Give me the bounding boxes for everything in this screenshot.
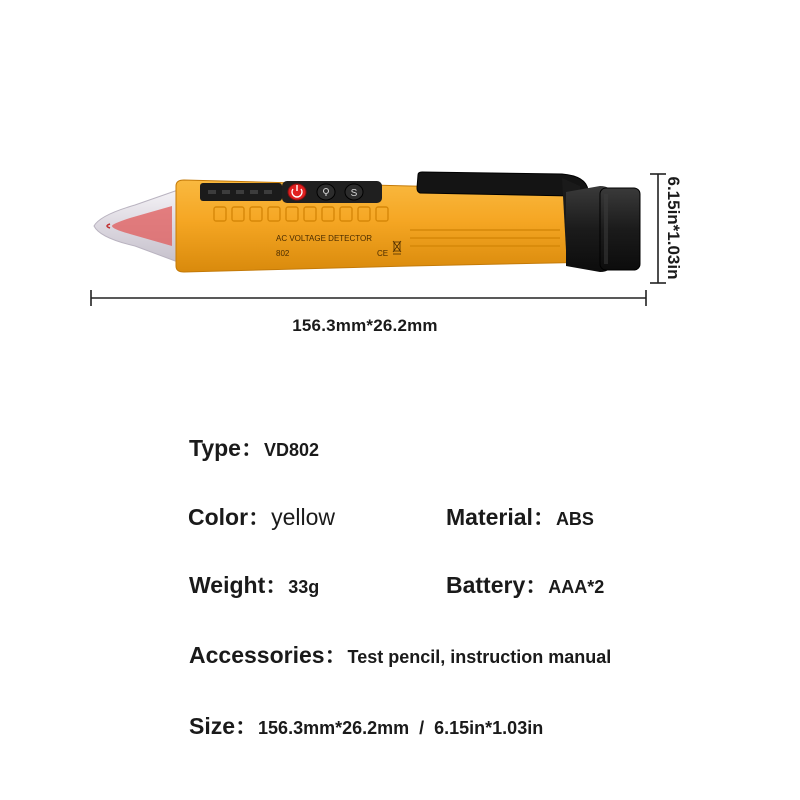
power-button[interactable] [288, 184, 306, 200]
spec-type [189, 434, 319, 464]
body-label: AC VOLTAGE DETECTOR [276, 234, 373, 243]
spec-type-key: Type： [189, 435, 264, 461]
spec-weight [189, 571, 319, 601]
spec-color-value: yellow [271, 504, 335, 530]
spec-accessories [189, 641, 611, 671]
spec-weight-key: Weight： [189, 572, 289, 598]
spec-material [446, 503, 594, 533]
spec-accessories-value: Test pencil, instruction manual [347, 647, 612, 667]
s-label: S [350, 188, 358, 199]
spec-size-value: 156.3mm*26.2mm / 6.15in*1.03in [258, 718, 544, 738]
model-mark: 802 [276, 249, 290, 258]
horizontal-dimension-label: 156.3mm*26.2mm [292, 316, 438, 335]
probe-tip [94, 190, 178, 262]
spec-battery-key: Battery： [446, 572, 549, 598]
spec-color [188, 503, 335, 532]
spec-material-key: Material： [446, 504, 556, 530]
horizontal-dimension-line [91, 290, 646, 306]
spec-type-value: VD802 [263, 440, 320, 460]
spec-material-value: ABS [555, 509, 594, 529]
sensitivity-button[interactable] [345, 184, 363, 200]
spec-weight-value: 33g [288, 577, 320, 597]
ce-mark: CE [377, 249, 389, 258]
spec-battery-value: AAA*2 [548, 577, 605, 597]
spec-size-key: Size： [189, 713, 259, 739]
end-cap [566, 186, 640, 272]
flashlight-button[interactable] [317, 184, 335, 200]
spec-accessories-key: Accessories： [189, 642, 348, 668]
product-figure [0, 0, 800, 360]
vertical-dimension-label: 6.15in*1.03in [664, 176, 683, 280]
spec-color-key: Color： [188, 504, 272, 530]
spec-size [189, 712, 543, 742]
spec-battery [446, 571, 604, 601]
